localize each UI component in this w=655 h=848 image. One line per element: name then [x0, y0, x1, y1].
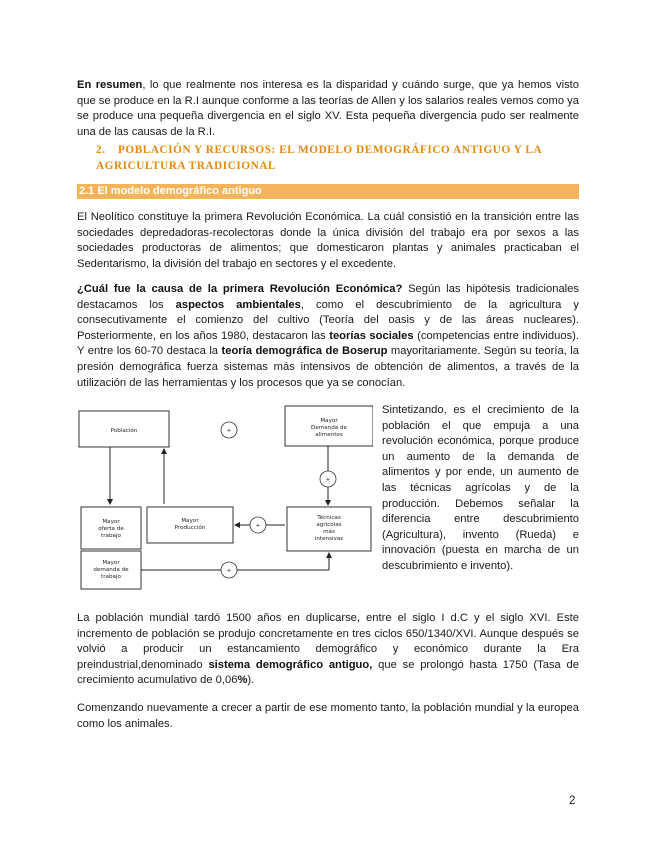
paragraph-causes: [77, 282, 579, 391]
population-bold-sistema: sistema demográfico antiguo,: [208, 658, 373, 671]
label-tecnicas-3: más: [323, 529, 335, 535]
population-text-3: ).: [247, 674, 255, 687]
causes-text-4: mayoritariamente. Según su teoría, la presión demográfica fuerza sistemas más intensivos de obtención de alimentos, a través de la utilización de las herramientas y los procesos que ya se conocían.: [77, 345, 579, 389]
paragraph-summary: [77, 78, 579, 140]
summary-bold-lead: En resumen: [77, 79, 143, 91]
sign-top: +: [226, 428, 232, 434]
causes-text-2: , como el descubrimiento de la agricultura y consecutivamente el comienzo del cultivo (Teoría del oasis y de las áreas nucleares). Posteriormente, en los años 1980, destacaron las: [77, 298, 579, 342]
subsection-heading: 2.1 El modelo demográfico antiguo: [79, 185, 262, 197]
label-oferta-trabajo-1: Mayor: [102, 519, 120, 525]
label-tecnicas-4: intensivas: [314, 536, 344, 542]
causes-text-3: (competencias entre individuos). Y entre los 60-70 destaca la: [77, 329, 579, 358]
label-oferta-trabajo-3: trabajo: [101, 533, 121, 539]
paragraph-neolithic: El Neolítico constituye la primera Revolución Económica. La cuál consistió en la transición entre las sociedades depredadoras-recolectoras donde la única división del trabajo era por sexos a las sociedades productoras de alimentos; que domesticaron plantas y animales practicaban el Sedentarismo, la división del trabajo en sectores y el excedente.: [77, 211, 579, 270]
sign-middle: +: [255, 523, 261, 529]
population-text-1: La población mundial tardó 1500 años en duplicarse, entre el siglo I d.C y el siglo XVI. Este incremento de población se produjo concretamente en tres ciclos 650/1340/XVI. Aunque después se volvió a producir un estancamiento demográfico y económico durante la Era preindustrial,denominado: [77, 612, 579, 671]
sign-right: +: [325, 477, 331, 483]
label-demanda-trabajo-1: Mayor: [102, 560, 120, 566]
causes-question: ¿Cuál fue la causa de la primera Revolución Económica?: [77, 283, 403, 295]
paragraph-synthesis: Sintetizando, es el crecimiento de la población el que empuja a una revolución económica, porque produce un aumento de la demanda de alimentos y por ende, un aumento de las técnicas agrícolas y de la producción. Debemos señalar la diferencia entre descubrimiento (Agricultura), invento (Rueda) e innovación (puesta en marcha de un descubrimiento e invento).: [382, 404, 579, 572]
population-text-2: que se prolongó hasta 1750 (Tasa de crecimiento acumulativo de 0,06: [77, 658, 579, 687]
label-tecnicas-2: agrícolas: [316, 522, 342, 528]
paragraph-world-population: [77, 611, 579, 689]
label-demanda-alimentos-3: alimentos: [315, 432, 343, 438]
page-number: 2: [569, 795, 576, 807]
causes-bold-sociales: teorías sociales: [329, 329, 414, 342]
label-demanda-trabajo-2: demanda de: [93, 567, 129, 573]
causes-text-1: Según las hipótesis tradicionales destacamos los: [77, 283, 579, 311]
boserup-diagram: [77, 404, 373, 590]
paragraph-growth: Comenzando nuevamente a crecer a partir de ese momento tanto, la población mundial y la europea como los animales.: [77, 702, 579, 730]
population-bold-percent: %: [237, 674, 248, 687]
label-demanda-alimentos-1: Mayor: [320, 418, 338, 424]
causes-bold-ambientales: aspectos ambientales: [175, 298, 301, 311]
subsection-heading-bar: [77, 184, 579, 199]
label-demanda-alimentos-2: Demanda de: [311, 425, 347, 431]
summary-text: , lo que realmente nos interesa es la disparidad y cuándo surge, que ya hemos visto que se produce en la R.I aunque conforme a las teorías de Allen y los salarios reales vemos como ya se produce una pequeña divergencia en el siglo XV. Esta pequeña divergencia pudo ser realmente una de las causas de la R.I.: [77, 79, 580, 138]
label-produccion-2: Producción: [174, 525, 206, 531]
section-heading: [96, 143, 580, 174]
label-oferta-trabajo-2: oferta de: [98, 526, 124, 532]
label-tecnicas-1: Técnicas: [317, 515, 341, 521]
label-produccion-1: Mayor: [181, 518, 199, 524]
section-title: POBLACIÓN Y RECURSOS: EL MODELO DEMOGRÁFICO ANTIGUO Y LA AGRICULTURA TRADICIONAL: [96, 144, 542, 172]
label-demanda-trabajo-3: trabajo: [101, 574, 121, 580]
section-number: 2.: [96, 144, 106, 156]
sign-bottom: +: [226, 568, 232, 574]
causes-bold-boserup: teoría demográfica de Boserup: [221, 345, 388, 358]
label-poblacion: Población: [110, 428, 138, 434]
